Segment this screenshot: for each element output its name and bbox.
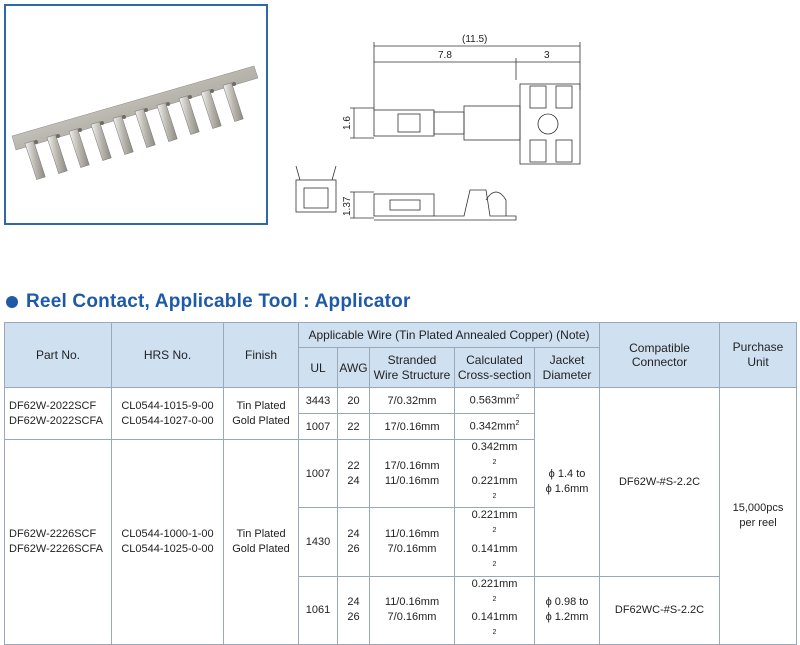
ul-cell: 1061 xyxy=(299,576,338,644)
header-part-no: Part No. xyxy=(5,323,112,388)
awg-cell: 22 24 xyxy=(338,440,370,508)
header-finish: Finish xyxy=(224,323,299,388)
dim-height: 1.6 xyxy=(342,116,353,130)
table-row xyxy=(5,388,797,414)
stranded-cell: 11/0.16mm 7/0.16mm xyxy=(370,576,455,644)
header-compatible-connector: Compatible Connector xyxy=(600,323,720,388)
section-heading xyxy=(6,290,411,314)
dim-a: 7.8 xyxy=(438,50,452,61)
header-awg: AWG xyxy=(338,348,370,388)
header-applicable-wire: Applicable Wire (Tin Plated Annealed Copper) (Note) xyxy=(299,323,600,348)
header-purchase-unit: Purchase Unit xyxy=(720,323,797,388)
reel-contact-image xyxy=(6,6,266,223)
finish-cell: Tin Plated Gold Plated xyxy=(224,388,299,440)
spec-table xyxy=(4,322,797,645)
product-photo xyxy=(4,4,268,225)
awg-cell: 20 xyxy=(338,388,370,414)
jacket-cell-b: ϕ 0.98 to ϕ 1.2mm xyxy=(535,576,600,644)
cross-cell: $0.342mm^2$ xyxy=(455,414,535,440)
header-hrs-no: HRS No. xyxy=(112,323,224,388)
stranded-cell: 17/0.16mm xyxy=(370,414,455,440)
cross-cell: 0.342mm $^2$ 0.221mm $^2$ xyxy=(455,440,535,508)
header-ul: UL xyxy=(299,348,338,388)
technical-drawing xyxy=(290,30,590,240)
bullet-icon xyxy=(6,296,18,308)
connector-cell-b: DF62WC-#S-2.2C xyxy=(600,576,720,644)
header-cross-section: Calculated Cross-section xyxy=(455,348,535,388)
stranded-cell: 7/0.32mm xyxy=(370,388,455,414)
jacket-cell-a: ϕ 1.4 to ϕ 1.6mm xyxy=(535,388,600,577)
part-no-cell: DF62W-2022SCF DF62W-2022SCFA xyxy=(5,388,112,440)
header-stranded: Stranded Wire Structure xyxy=(370,348,455,388)
cross-cell: 0.221mm $^2$ 0.141mm $^2$ xyxy=(455,576,535,644)
ul-cell: 1007 xyxy=(299,414,338,440)
awg-cell: 24 26 xyxy=(338,576,370,644)
ul-cell: 1007 xyxy=(299,440,338,508)
awg-cell: 24 26 xyxy=(338,508,370,576)
purchase-unit-cell: 15,000pcs per reel xyxy=(720,388,797,645)
finish-cell: Tin Plated Gold Plated xyxy=(224,440,299,645)
ul-cell: 3443 xyxy=(299,388,338,414)
dim-b: 3 xyxy=(544,50,550,61)
section-title: Reel Contact, Applicable Tool : Applicator xyxy=(26,291,411,312)
hrs-no-cell: CL0544-1015-9-00 CL0544-1027-0-00 xyxy=(112,388,224,440)
stranded-cell: 11/0.16mm 7/0.16mm xyxy=(370,508,455,576)
connector-cell-a: DF62W-#S-2.2C xyxy=(600,388,720,577)
ul-cell: 1430 xyxy=(299,508,338,576)
cross-cell: 0.221mm $^2$ 0.141mm $^2$ xyxy=(455,508,535,576)
part-no-cell: DF62W-2226SCF DF62W-2226SCFA xyxy=(5,440,112,645)
dim-total: (11.5) xyxy=(462,34,488,45)
awg-cell: 22 xyxy=(338,414,370,440)
hrs-no-cell: CL0544-1000-1-00 CL0544-1025-0-00 xyxy=(112,440,224,645)
stranded-cell: 17/0.16mm 11/0.16mm xyxy=(370,440,455,508)
header-jacket: Jacket Diameter xyxy=(535,348,600,388)
cross-cell: $0.563mm^2$ xyxy=(455,388,535,414)
dim-side: 1.37 xyxy=(342,196,353,216)
